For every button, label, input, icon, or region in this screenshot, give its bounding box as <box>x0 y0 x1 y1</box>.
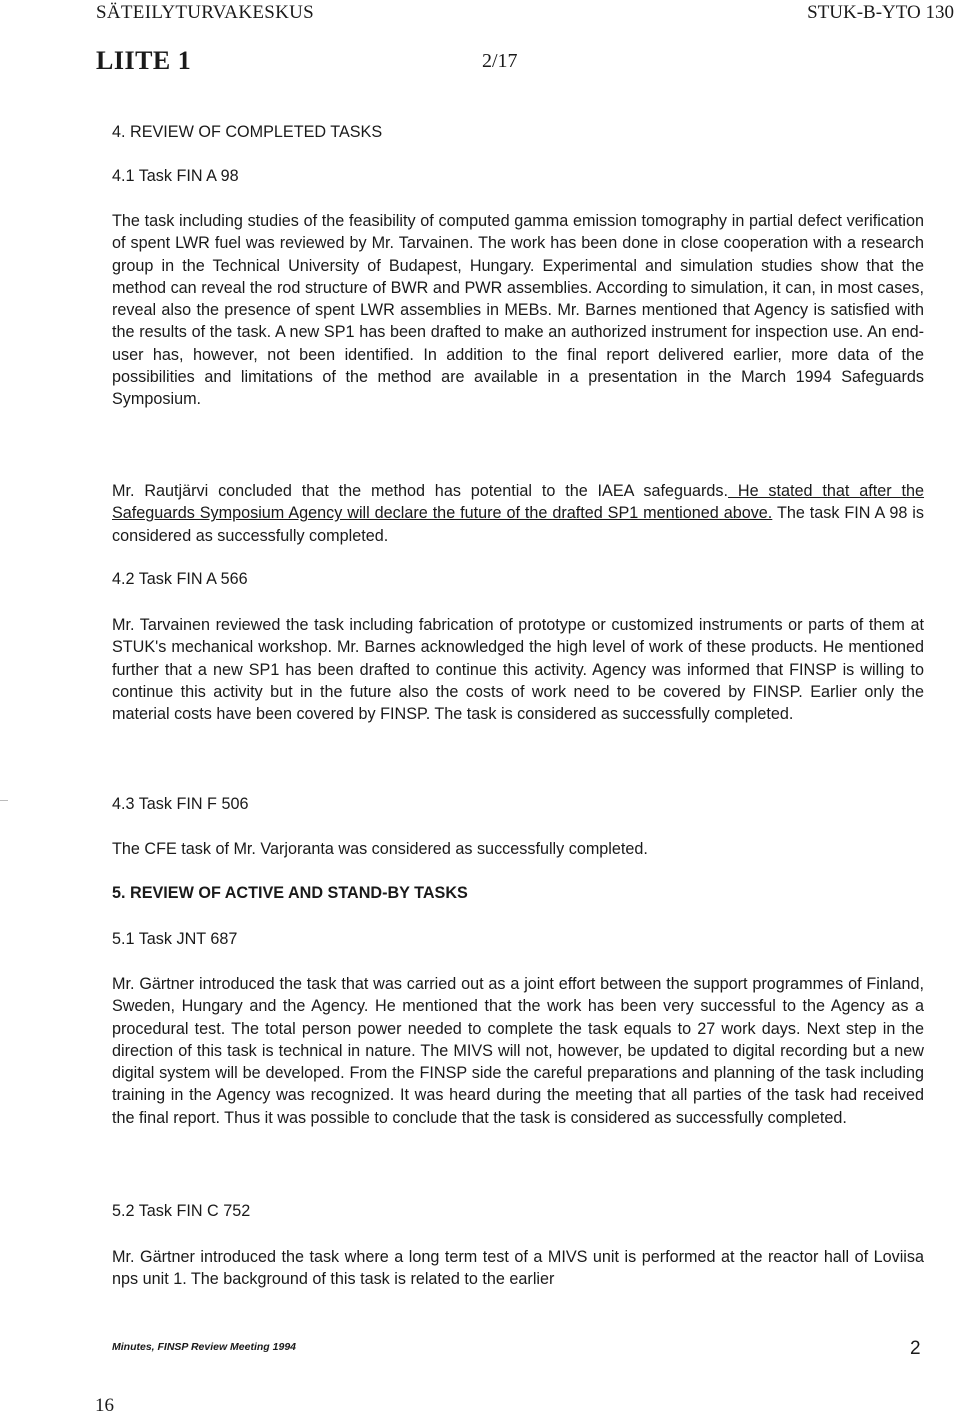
section-5-2-heading: 5.2 Task FIN C 752 <box>112 1202 251 1220</box>
section-4-3-paragraph: The CFE task of Mr. Varjoranta was considered as successfully completed. <box>112 840 648 858</box>
section-5-1-paragraph: Mr. Gärtner introduced the task that was carried out as a joint effort between the support programmes of Finland, Sweden, Hungary and the Agency. He mentioned that the work has been very successful to the Agency as a procedural test. The total person power needed to complete the task equals to 27 work days. Next step in the direction of this task is technical in nature. The MIVS will not, however, be updated to digital recording but a new digital system will be developed. From the FINSP side the careful preparations and planning of the task including training in the Agency was recognized. It was heard during the meeting that all parties of the task had received the final report. Thus it was possible to conclude that the task is considered as successfully completed. <box>112 975 924 1127</box>
section-4-2-paragraph: Mr. Tarvainen reviewed the task including fabrication of prototype or customized instruments or parts of them at STUK's mechanical workshop. Mr. Barnes acknowledged the high level of work of these products. He mentioned further that a new SP1 has been drafted to continue this activity. Agency was informed that FINSP is willing to continue this activity but in the future also the costs of work need to be covered by FINSP. Earlier only the material costs have been covered by FINSP. The task is considered as successfully completed. <box>112 616 924 724</box>
section-5-heading: 5. REVIEW OF ACTIVE AND STAND-BY TASKS <box>112 884 468 902</box>
section-4-1-heading: 4.1 Task FIN A 98 <box>112 167 239 185</box>
section-5-2-paragraph: Mr. Gärtner introduced the task where a long term test of a MIVS unit is performed at the reactor hall of Loviisa nps unit 1. The background of this task is related to the earlier <box>112 1248 924 1289</box>
document-id: STUK-B-YTO 130 <box>807 2 954 23</box>
completion-statement: The task FIN A 98 is considered as successfully completed. <box>112 504 924 545</box>
appendix-title: LIITE 1 <box>96 46 192 75</box>
section-4-2-heading: 4.2 Task FIN A 566 <box>112 570 248 588</box>
margin-mark <box>0 800 8 801</box>
footer-meeting-title: Minutes, FINSP Review Meeting 1994 <box>112 1341 296 1353</box>
footer-page-number: 2 <box>910 1338 921 1359</box>
section-4-heading: 4. REVIEW OF COMPLETED TASKS <box>112 123 383 141</box>
appendix-page-number: 2/17 <box>482 50 518 72</box>
underlined-statement: He stated that after the Safeguards Symposium Agency will declare the future of the drafted SP1 mentioned above. <box>112 482 925 523</box>
report-page-number: 16 <box>95 1395 114 1416</box>
section-4-1-paragraph-1: The task including studies of the feasibility of computed gamma emission tomography in partial defect verification of spent LWR fuel was reviewed by Mr. Tarvainen. The work has been done in close cooperation with a research group in the Technical University of Budapest, Hungary. Experimental and simulation studies show that the method can reveal the rod structure of BWR and PWR assemblies. According to simulation, it can, in most cases, reveal also the presence of spent LWR assemblies in MEBs. Mr. Barnes mentioned that Agency is satisfied with the results of the task. A new SP1 has been drafted to make an authorized instrument for inspection use. An end-user has, however, not been identified. In addition to the final report delivered earlier, more data of the possibilities and limitations of the method are available in a presentation in the March 1994 Safeguards Symposium. <box>112 212 924 409</box>
section-4-3-heading: 4.3 Task FIN F 506 <box>112 795 249 813</box>
section-5-1-heading: 5.1 Task JNT 687 <box>112 930 238 948</box>
organization-name: SÄTEILYTURVAKESKUS <box>96 2 315 23</box>
rautjarvi-conclusion: Mr. Rautjärvi concluded that the method has potential to the IAEA safeguards. <box>112 482 729 500</box>
section-4-1-paragraph-2 <box>112 480 924 547</box>
